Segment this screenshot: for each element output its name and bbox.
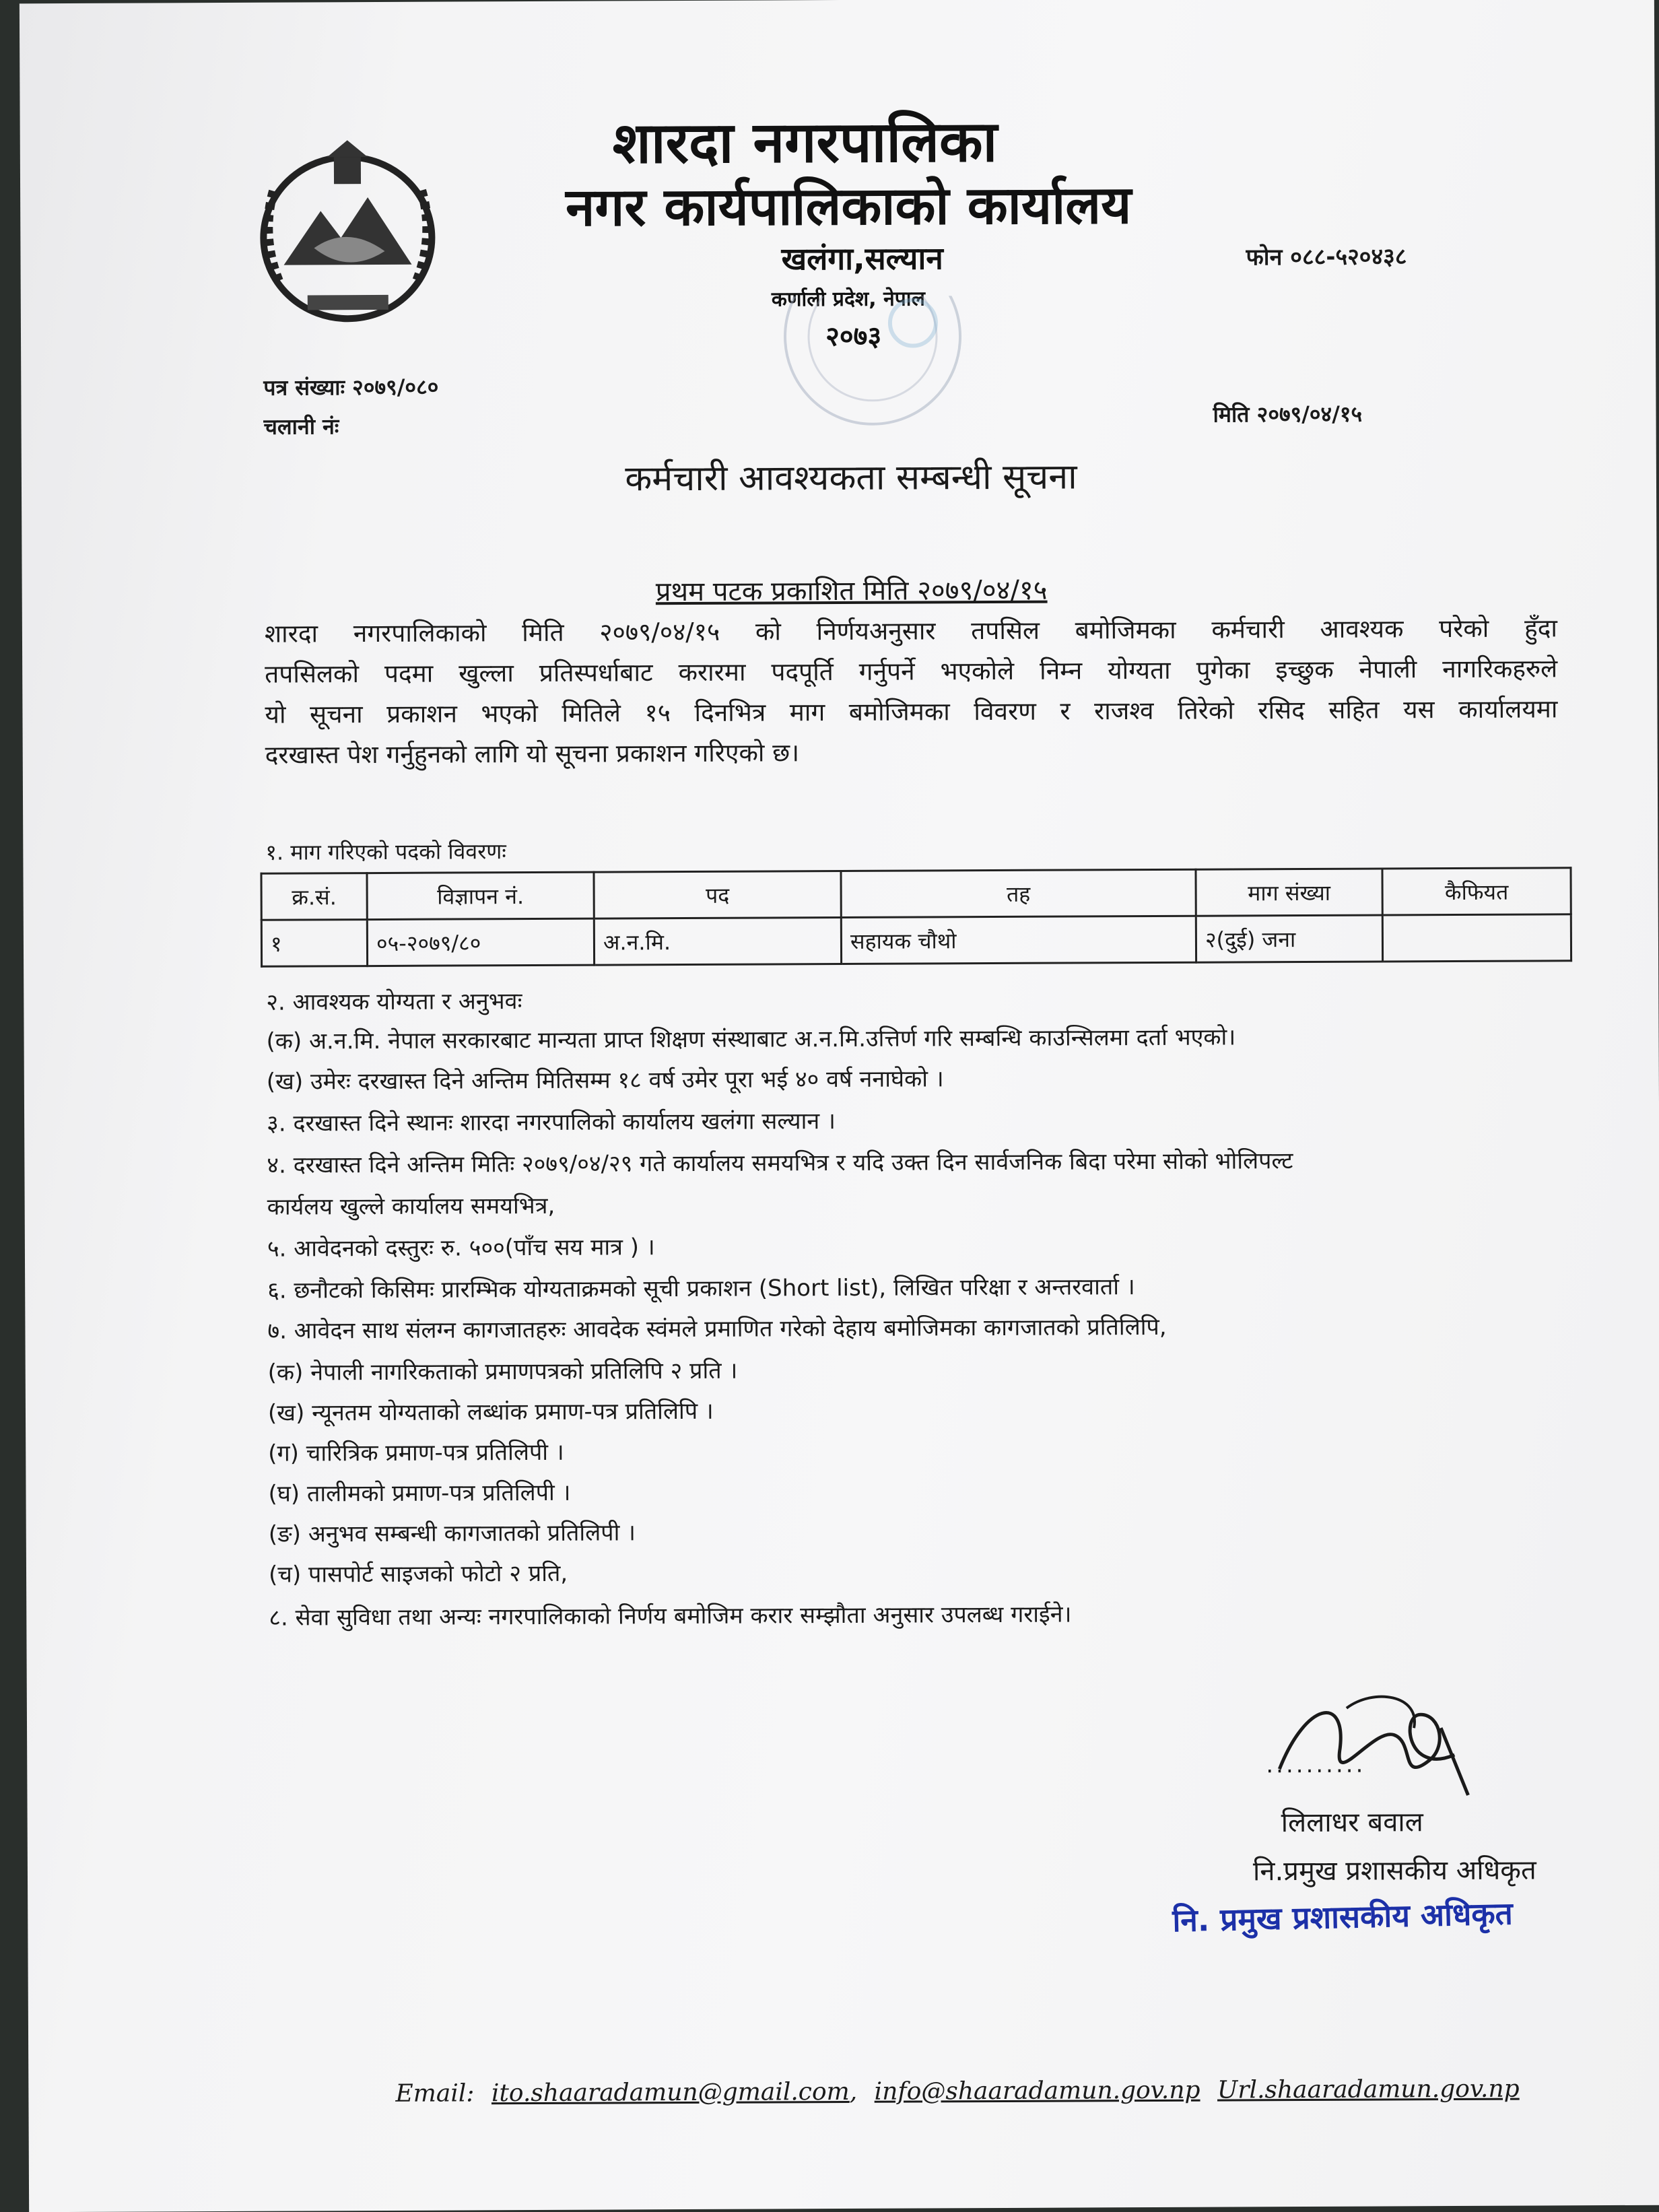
col-header: कैफियत [1382,868,1571,915]
list-item: २. आवश्यक योग्यता र अनुभवः [266,988,522,1016]
table-cell: सहायक चौथो [841,916,1196,964]
office-address: खलंगा,सल्यान [781,240,943,277]
email-link-1[interactable]: ito.shaaradamun@gmail.com [491,2077,850,2108]
established-year: २०७३ [825,321,882,353]
vacancy-table [260,867,1572,967]
table-cell: अ.न.मि. [594,918,841,966]
email-label: Email: [395,2079,475,2108]
intro-paragraph [265,608,1558,775]
list-item: ६. छनौटको किसिमः प्रारम्भिक योग्यताक्रमको सूची प्रकाशन (Short list), लिखित परिक्षा र अन्तरवार्ता । [267,1273,1135,1304]
col-header: पद [594,871,841,919]
table-cell: ०५-२०७९/८० [367,918,594,966]
section-heading-posts: १. माग गरिएको पदको विवरणः [265,838,506,865]
table-cell [1382,914,1571,962]
list-item: ७. आवेदन साथ संलग्न कागजातहरुः आवदेक स्वंमले प्रमाणित गरेको देहाय बमोजिमका कागजातको प्रतिलिपि, [267,1313,1167,1345]
col-header: क्र.सं. [261,873,367,920]
office-name: नगर कार्यपालिकाको कार्यालय [565,175,1132,238]
footer-contacts [395,2075,1519,2108]
footer-separator: , [849,2077,858,2106]
signature-mark [1266,1687,1482,1803]
municipality-name: शारदा नगरपालिका [612,108,998,176]
letter-date: मिति २०७९/०४/१५ [1213,401,1363,428]
list-item: (च) पासपोर्ट साइजको फोटो २ प्रति, [268,1560,568,1588]
email-link-2[interactable]: info@shaaradamun.gov.np [874,2076,1200,2106]
table-row [261,914,1571,966]
document-page [20,0,1659,2212]
letter-number: पत्र संख्याः २०७९/०८० [263,374,439,401]
government-emblem-logo [233,129,463,332]
intro-line: तपसिलको पदमा खुल्ला प्रतिस्पर्धाबाट करारमा पदपूर्ति गर्नुपर्ने भएकोले निम्न योग्यता पुगेका इच्छुक नेपाली नागरिकहरुले [265,654,1558,689]
table-header-row [261,868,1571,920]
designation-stamp: नि. प्रमुख प्रशासकीय अधिकृत [1172,1895,1514,1939]
list-item: ३. दरखास्त दिने स्थानः शारदा नगरपालिको कार्यालय खलंगा सल्यान । [267,1108,836,1137]
intro-line: शारदा नगरपालिकाको मिति २०७९/०४/१५ को निर्णयअनुसार तपसिल बमोजिमका कर्मचारी आवश्यक परेको हुँदा [264,613,1558,648]
chalani-number: चलानी नंः [263,413,339,440]
notice-title: कर्मचारी आवश्यकता सम्बन्धी सूचना [625,457,1077,500]
province-line: कर्णाली प्रदेश, नेपाल [771,287,925,312]
list-item: (क) अ.न.मि. नेपाल सरकारबाट मान्यता प्राप्त शिक्षण संस्थाबाट अ.न.मि.उत्तिर्ण गरि सम्बन्धि काउन्सिलमा दर्ता भएको। [266,1024,1236,1055]
list-item: (क) नेपाली नागरिकताको प्रमाणपत्रको प्रतिलिपि २ प्रति । [267,1357,738,1386]
list-item: (घ) तालीमको प्रमाण-पत्र प्रतिलिपी । [268,1479,571,1508]
intro-line: दरखास्त पेश गर्नुहुनको लागि यो सूचना प्रकाशन गरिएको छ। [265,738,800,770]
intro-line: यो सूचना प्रकाशन भएको मितिले १५ दिनभित्र माग बमोजिमका विवरण र राजश्व तिरेको रसिद सहित यस कार्यालयमा [265,694,1558,729]
col-header: विज्ञापन नं. [367,872,594,919]
table-cell: १ [261,920,367,967]
list-item: (ख) न्यूनतम योग्यताको लब्धांक प्रमाण-पत्र प्रतिलिपि । [267,1397,714,1427]
phone-number: फोन ०८८-५२०४३८ [1246,243,1407,271]
list-item: (ग) चारित्रिक प्रमाण-पत्र प्रतिलिपी । [268,1438,564,1467]
list-item: ५. आवेदनको दस्तुरः रु. ५००(पाँच सय मात्र ) । [267,1234,655,1263]
signatory-designation: नि.प्रमुख प्रशासकीय अधिकृत [1252,1854,1536,1887]
col-header: माग संख्या [1196,869,1382,916]
list-item: (ख) उमेरः दरखास्त दिने अन्तिम मितिसम्म १८ वर्ष उमेर पूरा भई ४० वर्ष ननाघेको । [266,1065,944,1096]
col-header: तह [841,869,1196,917]
signatory-name: लिलाधर बवाल [1281,1807,1423,1839]
table-cell: २(दुई) जना [1196,915,1382,962]
office-stamp-mark [751,296,981,431]
list-item: कार्यलय खुल्ले कार्यालय समयभित्र, [267,1192,555,1221]
signature-line: .......... [1266,1751,1366,1779]
list-item: ४. दरखास्त दिने अन्तिम मितिः २०७९/०४/२९ गते कार्यालय समयभित्र र यदि उक्त दिन सार्वजनिक बिदा परेमा सोको भोलिपल्ट [267,1147,1293,1179]
list-item: (ङ) अनुभव सम्बन्धी कागजातको प्रतिलिपी । [268,1519,636,1548]
list-item: ८. सेवा सुविधा तथा अन्यः नगरपालिकाको निर्णय बमोजिम करार सम्झौता अनुसार उपलब्ध गराईने। [269,1601,1072,1632]
published-date: प्रथम पटक प्रकाशित मिति २०७९/०४/१५ [655,574,1048,608]
website-link[interactable]: Url.shaaradamun.gov.np [1217,2075,1520,2104]
